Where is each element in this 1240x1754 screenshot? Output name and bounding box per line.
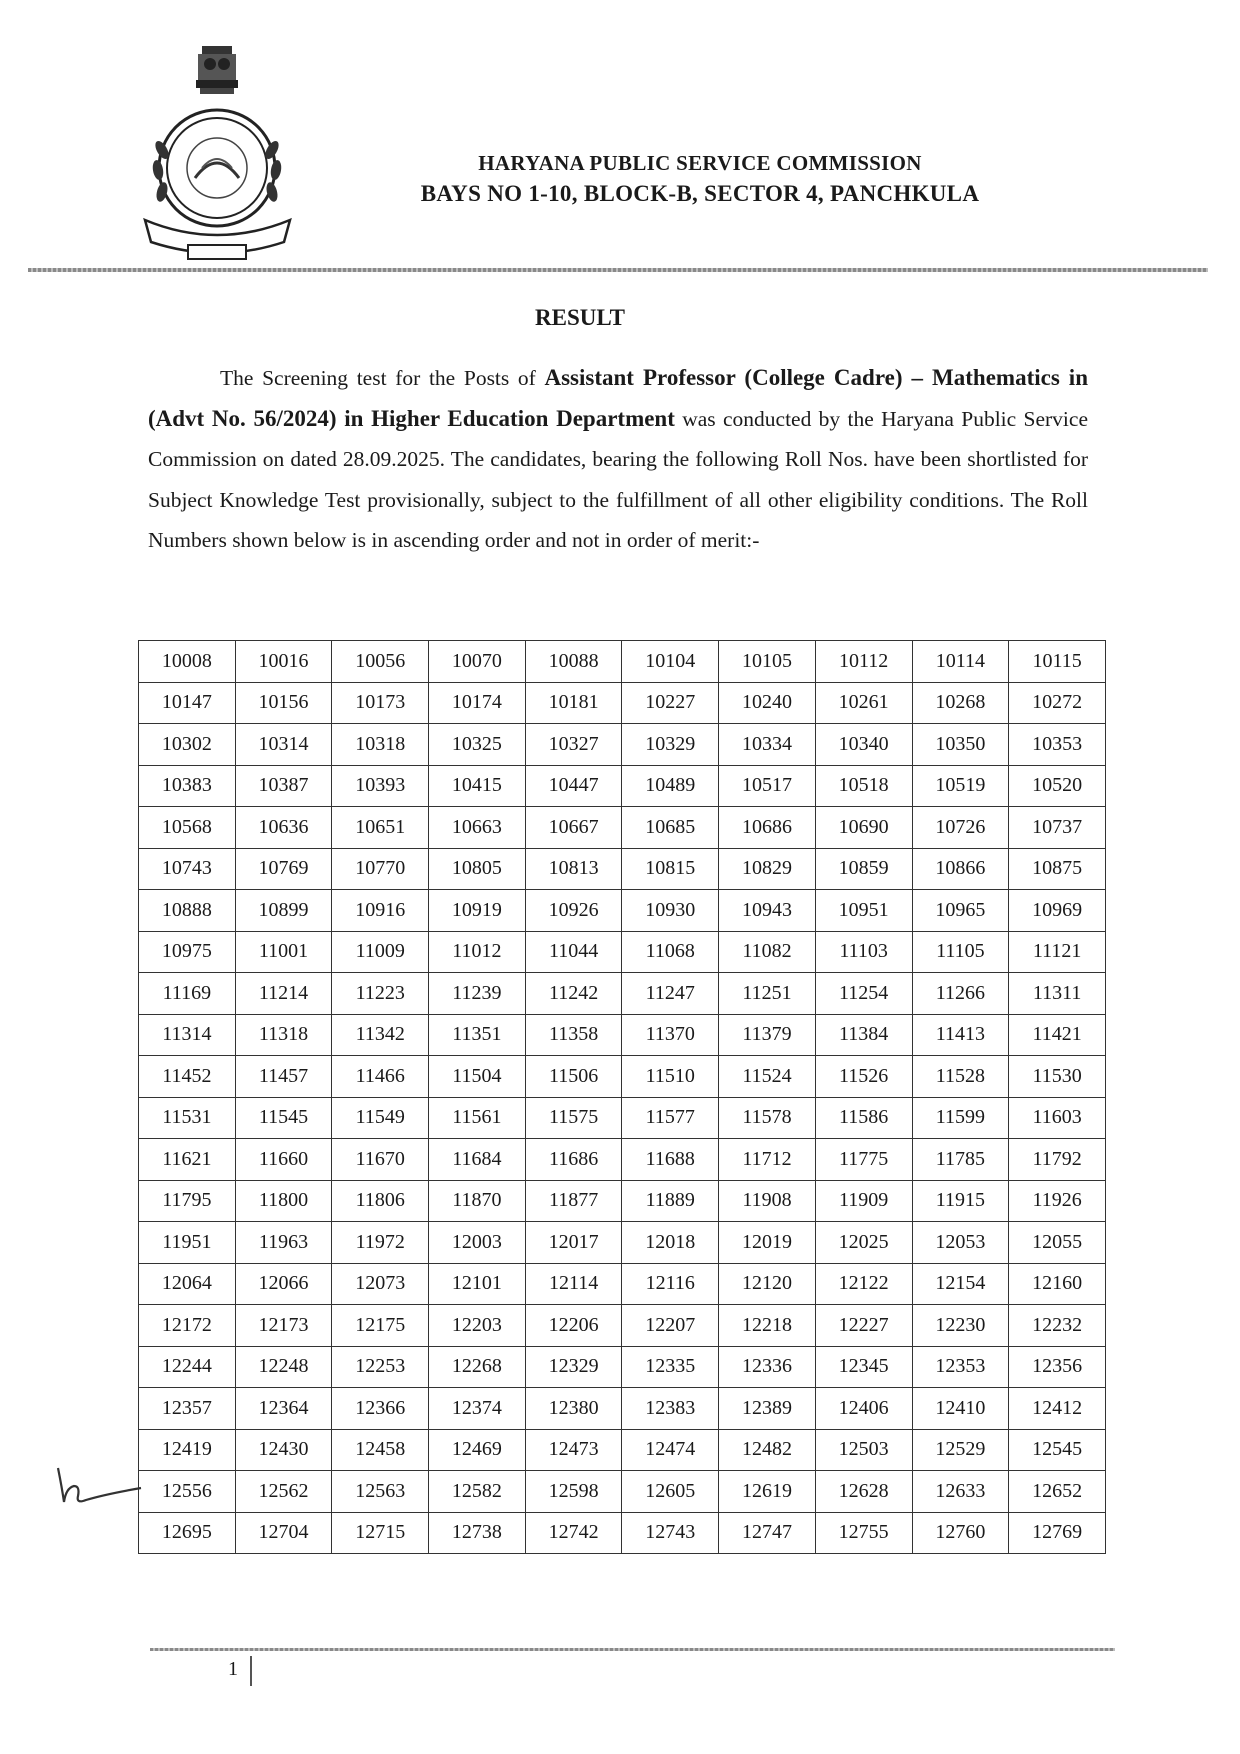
roll-number-cell: 11526 bbox=[815, 1056, 912, 1098]
roll-number-cell: 10070 bbox=[429, 641, 526, 683]
roll-number-cell: 11044 bbox=[525, 931, 622, 973]
roll-number-cell: 10114 bbox=[912, 641, 1009, 683]
roll-number-cell: 11452 bbox=[139, 1056, 236, 1098]
page-title: RESULT bbox=[535, 305, 625, 330]
roll-number-cell: 11009 bbox=[332, 931, 429, 973]
roll-number-cell: 10415 bbox=[429, 765, 526, 807]
roll-number-cell: 12704 bbox=[235, 1512, 332, 1554]
table-row bbox=[139, 1512, 1106, 1554]
roll-number-cell: 10829 bbox=[719, 848, 816, 890]
roll-number-cell: 12755 bbox=[815, 1512, 912, 1554]
roll-number-cell: 12025 bbox=[815, 1222, 912, 1264]
roll-number-cell: 12019 bbox=[719, 1222, 816, 1264]
roll-number-cell: 10686 bbox=[719, 807, 816, 849]
roll-number-cell: 10105 bbox=[719, 641, 816, 683]
roll-number-cell: 11105 bbox=[912, 931, 1009, 973]
roll-number-cell: 12412 bbox=[1009, 1388, 1106, 1430]
roll-number-cell: 10268 bbox=[912, 682, 1009, 724]
roll-number-cell: 11800 bbox=[235, 1180, 332, 1222]
roll-number-cell: 11530 bbox=[1009, 1056, 1106, 1098]
table-row bbox=[139, 890, 1106, 932]
roll-number-cell: 10965 bbox=[912, 890, 1009, 932]
roll-number-cell: 11103 bbox=[815, 931, 912, 973]
roll-number-cell: 12474 bbox=[622, 1429, 719, 1471]
state-emblem-icon bbox=[140, 40, 295, 265]
roll-number-cell: 12383 bbox=[622, 1388, 719, 1430]
roll-number-cell: 12529 bbox=[912, 1429, 1009, 1471]
roll-number-cell: 10568 bbox=[139, 807, 236, 849]
roll-number-cell: 10173 bbox=[332, 682, 429, 724]
roll-number-cell: 11795 bbox=[139, 1180, 236, 1222]
roll-number-cell: 12218 bbox=[719, 1305, 816, 1347]
roll-number-cell: 11926 bbox=[1009, 1180, 1106, 1222]
roll-number-cell: 12366 bbox=[332, 1388, 429, 1430]
table-row bbox=[139, 1263, 1106, 1305]
table-row bbox=[139, 807, 1106, 849]
roll-number-cell: 12715 bbox=[332, 1512, 429, 1554]
roll-number-cell: 10227 bbox=[622, 682, 719, 724]
roll-number-cell: 11466 bbox=[332, 1056, 429, 1098]
roll-number-cell: 10770 bbox=[332, 848, 429, 890]
roll-number-cell: 12760 bbox=[912, 1512, 1009, 1554]
roll-number-cell: 10318 bbox=[332, 724, 429, 766]
roll-number-cell: 10888 bbox=[139, 890, 236, 932]
roll-number-cell: 12120 bbox=[719, 1263, 816, 1305]
roll-number-cell: 11524 bbox=[719, 1056, 816, 1098]
roll-number-cell: 12633 bbox=[912, 1471, 1009, 1513]
commission-address: BAYS NO 1-10, BLOCK-B, SECTOR 4, PANCHKULA bbox=[420, 181, 980, 206]
roll-number-cell: 12227 bbox=[815, 1305, 912, 1347]
roll-number-cell: 12556 bbox=[139, 1471, 236, 1513]
roll-number-cell: 12357 bbox=[139, 1388, 236, 1430]
roll-number-cell: 10240 bbox=[719, 682, 816, 724]
table-row bbox=[139, 1346, 1106, 1388]
roll-number-cell: 10690 bbox=[815, 807, 912, 849]
roll-number-cell: 12406 bbox=[815, 1388, 912, 1430]
table-row bbox=[139, 1014, 1106, 1056]
roll-number-cell: 11457 bbox=[235, 1056, 332, 1098]
roll-number-cell: 11254 bbox=[815, 973, 912, 1015]
roll-number-cell: 11870 bbox=[429, 1180, 526, 1222]
roll-number-cell: 12116 bbox=[622, 1263, 719, 1305]
roll-number-cell: 10350 bbox=[912, 724, 1009, 766]
roll-number-cell: 10651 bbox=[332, 807, 429, 849]
roll-number-cell: 11012 bbox=[429, 931, 526, 973]
roll-number-cell: 10112 bbox=[815, 641, 912, 683]
roll-number-cell: 10340 bbox=[815, 724, 912, 766]
roll-number-cell: 12356 bbox=[1009, 1346, 1106, 1388]
roll-number-cell: 10115 bbox=[1009, 641, 1106, 683]
roll-number-cell: 11603 bbox=[1009, 1097, 1106, 1139]
roll-number-cell: 10737 bbox=[1009, 807, 1106, 849]
roll-number-cell: 11806 bbox=[332, 1180, 429, 1222]
table-row bbox=[139, 1222, 1106, 1264]
roll-number-cell: 11660 bbox=[235, 1139, 332, 1181]
roll-number-cell: 11889 bbox=[622, 1180, 719, 1222]
roll-number-cell: 10393 bbox=[332, 765, 429, 807]
table-row bbox=[139, 1097, 1106, 1139]
roll-number-cell: 11951 bbox=[139, 1222, 236, 1264]
roll-number-cell: 12743 bbox=[622, 1512, 719, 1554]
roll-number-cell: 12410 bbox=[912, 1388, 1009, 1430]
roll-number-cell: 11214 bbox=[235, 973, 332, 1015]
roll-number-cell: 12628 bbox=[815, 1471, 912, 1513]
roll-number-cell: 12203 bbox=[429, 1305, 526, 1347]
roll-number-cell: 11318 bbox=[235, 1014, 332, 1056]
roll-number-cell: 12160 bbox=[1009, 1263, 1106, 1305]
roll-number-cell: 12175 bbox=[332, 1305, 429, 1347]
roll-number-cell: 12389 bbox=[719, 1388, 816, 1430]
roll-number-cell: 11358 bbox=[525, 1014, 622, 1056]
roll-number-cell: 11510 bbox=[622, 1056, 719, 1098]
roll-number-cell: 10663 bbox=[429, 807, 526, 849]
table-row bbox=[139, 1056, 1106, 1098]
roll-number-cell: 12605 bbox=[622, 1471, 719, 1513]
table-row bbox=[139, 848, 1106, 890]
roll-number-cell: 11506 bbox=[525, 1056, 622, 1098]
roll-number-cell: 10156 bbox=[235, 682, 332, 724]
header-divider bbox=[28, 268, 1208, 272]
roll-number-cell: 11712 bbox=[719, 1139, 816, 1181]
roll-number-cell: 10859 bbox=[815, 848, 912, 890]
table-row bbox=[139, 1471, 1106, 1513]
roll-number-cell: 10726 bbox=[912, 807, 1009, 849]
roll-number-cell: 12738 bbox=[429, 1512, 526, 1554]
roll-number-cell: 11342 bbox=[332, 1014, 429, 1056]
roll-number-cell: 11223 bbox=[332, 973, 429, 1015]
roll-number-cell: 10302 bbox=[139, 724, 236, 766]
page-number-bar bbox=[250, 1656, 252, 1686]
roll-number-cell: 11314 bbox=[139, 1014, 236, 1056]
roll-number-cell: 11251 bbox=[719, 973, 816, 1015]
roll-number-cell: 12419 bbox=[139, 1429, 236, 1471]
header bbox=[360, 148, 1040, 210]
roll-number-cell: 12374 bbox=[429, 1388, 526, 1430]
roll-number-cell: 10272 bbox=[1009, 682, 1106, 724]
roll-number-cell: 12055 bbox=[1009, 1222, 1106, 1264]
roll-number-cell: 10519 bbox=[912, 765, 1009, 807]
signature-mark bbox=[48, 1460, 148, 1510]
roll-number-cell: 12172 bbox=[139, 1305, 236, 1347]
roll-number-cell: 11379 bbox=[719, 1014, 816, 1056]
roll-number-cell: 10951 bbox=[815, 890, 912, 932]
roll-number-cell: 11545 bbox=[235, 1097, 332, 1139]
roll-number-cell: 11785 bbox=[912, 1139, 1009, 1181]
table-row bbox=[139, 724, 1106, 766]
roll-number-cell: 10969 bbox=[1009, 890, 1106, 932]
roll-number-cell: 10147 bbox=[139, 682, 236, 724]
notice-text-2: was conducted by the Haryana Public Service Commission on dated 28.09.2025. The candidates, bearing the following Roll Nos. have been shortlisted for Subject Knowledge Test provisionally, subject to the fulfillment of all other eligibility conditions. The Roll Numbers shown below is in ascending order and not in order of merit:- bbox=[148, 406, 1088, 552]
roll-number-cell: 12329 bbox=[525, 1346, 622, 1388]
roll-number-cell: 12018 bbox=[622, 1222, 719, 1264]
roll-number-cell: 10743 bbox=[139, 848, 236, 890]
roll-number-cell: 11247 bbox=[622, 973, 719, 1015]
roll-number-cell: 12207 bbox=[622, 1305, 719, 1347]
roll-number-cell: 12230 bbox=[912, 1305, 1009, 1347]
roll-number-cell: 10383 bbox=[139, 765, 236, 807]
roll-number-cell: 11370 bbox=[622, 1014, 719, 1056]
roll-number-cell: 11068 bbox=[622, 931, 719, 973]
roll-number-cell: 10489 bbox=[622, 765, 719, 807]
roll-number-cell: 12114 bbox=[525, 1263, 622, 1305]
roll-number-cell: 12458 bbox=[332, 1429, 429, 1471]
roll-number-cell: 10387 bbox=[235, 765, 332, 807]
table-row bbox=[139, 931, 1106, 973]
roll-number-cell: 12336 bbox=[719, 1346, 816, 1388]
roll-number-cell: 11686 bbox=[525, 1139, 622, 1181]
roll-number-cell: 11001 bbox=[235, 931, 332, 973]
roll-number-cell: 12482 bbox=[719, 1429, 816, 1471]
roll-number-cell: 12747 bbox=[719, 1512, 816, 1554]
roll-number-cell: 11575 bbox=[525, 1097, 622, 1139]
roll-number-cell: 12206 bbox=[525, 1305, 622, 1347]
roll-number-cell: 10447 bbox=[525, 765, 622, 807]
roll-number-cell: 12742 bbox=[525, 1512, 622, 1554]
roll-number-cell: 10008 bbox=[139, 641, 236, 683]
roll-number-cell: 10174 bbox=[429, 682, 526, 724]
roll-number-cell: 11561 bbox=[429, 1097, 526, 1139]
roll-number-cell: 11242 bbox=[525, 973, 622, 1015]
roll-number-cell: 11577 bbox=[622, 1097, 719, 1139]
roll-number-cell: 11792 bbox=[1009, 1139, 1106, 1181]
commission-name: HARYANA PUBLIC SERVICE COMMISSION bbox=[478, 151, 922, 175]
roll-number-cell: 12154 bbox=[912, 1263, 1009, 1305]
roll-number-cell: 11908 bbox=[719, 1180, 816, 1222]
roll-number-cell: 12066 bbox=[235, 1263, 332, 1305]
roll-number-cell: 11578 bbox=[719, 1097, 816, 1139]
roll-number-cell: 10261 bbox=[815, 682, 912, 724]
roll-number-cell: 10517 bbox=[719, 765, 816, 807]
roll-number-cell: 12545 bbox=[1009, 1429, 1106, 1471]
roll-number-cell: 12563 bbox=[332, 1471, 429, 1513]
roll-number-cell: 10930 bbox=[622, 890, 719, 932]
roll-number-cell: 10919 bbox=[429, 890, 526, 932]
roll-number-cell: 10056 bbox=[332, 641, 429, 683]
roll-number-cell: 12430 bbox=[235, 1429, 332, 1471]
table-row bbox=[139, 765, 1106, 807]
roll-number-cell: 10314 bbox=[235, 724, 332, 766]
roll-number-cell: 12380 bbox=[525, 1388, 622, 1430]
roll-number-cell: 12268 bbox=[429, 1346, 526, 1388]
roll-number-cell: 12619 bbox=[719, 1471, 816, 1513]
roll-numbers-table bbox=[138, 640, 1106, 1554]
table-row bbox=[139, 1139, 1106, 1181]
roll-number-cell: 10181 bbox=[525, 682, 622, 724]
roll-number-cell: 11384 bbox=[815, 1014, 912, 1056]
roll-number-cell: 11877 bbox=[525, 1180, 622, 1222]
roll-number-cell: 10667 bbox=[525, 807, 622, 849]
roll-number-cell: 10518 bbox=[815, 765, 912, 807]
roll-number-cell: 12248 bbox=[235, 1346, 332, 1388]
roll-number-cell: 11082 bbox=[719, 931, 816, 973]
roll-number-cell: 12053 bbox=[912, 1222, 1009, 1264]
roll-number-cell: 10813 bbox=[525, 848, 622, 890]
roll-number-cell: 12173 bbox=[235, 1305, 332, 1347]
table-row bbox=[139, 1305, 1106, 1347]
roll-number-cell: 12562 bbox=[235, 1471, 332, 1513]
roll-number-cell: 10926 bbox=[525, 890, 622, 932]
roll-number-cell: 12345 bbox=[815, 1346, 912, 1388]
roll-number-cell: 10520 bbox=[1009, 765, 1106, 807]
roll-number-cell: 10916 bbox=[332, 890, 429, 932]
table-row bbox=[139, 1429, 1106, 1471]
roll-number-cell: 10325 bbox=[429, 724, 526, 766]
roll-number-cell: 10899 bbox=[235, 890, 332, 932]
roll-number-cell: 11311 bbox=[1009, 973, 1106, 1015]
roll-number-cell: 12253 bbox=[332, 1346, 429, 1388]
roll-number-cell: 10769 bbox=[235, 848, 332, 890]
roll-number-cell: 11586 bbox=[815, 1097, 912, 1139]
roll-number-cell: 12364 bbox=[235, 1388, 332, 1430]
roll-number-cell: 10943 bbox=[719, 890, 816, 932]
roll-number-cell: 12582 bbox=[429, 1471, 526, 1513]
roll-number-cell: 11531 bbox=[139, 1097, 236, 1139]
table-row bbox=[139, 973, 1106, 1015]
roll-number-cell: 10815 bbox=[622, 848, 719, 890]
roll-number-cell: 12003 bbox=[429, 1222, 526, 1264]
roll-number-cell: 10327 bbox=[525, 724, 622, 766]
roll-number-cell: 12695 bbox=[139, 1512, 236, 1554]
roll-number-cell: 11421 bbox=[1009, 1014, 1106, 1056]
roll-number-cell: 11528 bbox=[912, 1056, 1009, 1098]
table-row bbox=[139, 1388, 1106, 1430]
roll-number-cell: 10334 bbox=[719, 724, 816, 766]
notice-post-name: Assistant Professor (College Cadre) – Mathematics in (Advt No. 56/2024) in Higher Education Department bbox=[148, 365, 1088, 431]
roll-number-cell: 12017 bbox=[525, 1222, 622, 1264]
table-row bbox=[139, 1180, 1106, 1222]
roll-number-cell: 12473 bbox=[525, 1429, 622, 1471]
roll-number-cell: 10805 bbox=[429, 848, 526, 890]
roll-number-cell: 12469 bbox=[429, 1429, 526, 1471]
roll-number-cell: 12353 bbox=[912, 1346, 1009, 1388]
roll-number-cell: 10088 bbox=[525, 641, 622, 683]
roll-number-cell: 10866 bbox=[912, 848, 1009, 890]
roll-number-cell: 11684 bbox=[429, 1139, 526, 1181]
roll-number-cell: 10685 bbox=[622, 807, 719, 849]
roll-number-cell: 12073 bbox=[332, 1263, 429, 1305]
roll-number-cell: 11972 bbox=[332, 1222, 429, 1264]
roll-number-cell: 11413 bbox=[912, 1014, 1009, 1056]
table-row bbox=[139, 682, 1106, 724]
roll-number-cell: 10329 bbox=[622, 724, 719, 766]
roll-number-cell: 10016 bbox=[235, 641, 332, 683]
roll-number-cell: 11121 bbox=[1009, 931, 1106, 973]
notice-text-1: The Screening test for the Posts of bbox=[220, 366, 545, 390]
roll-number-cell: 11963 bbox=[235, 1222, 332, 1264]
roll-number-cell: 10975 bbox=[139, 931, 236, 973]
roll-number-cell: 11266 bbox=[912, 973, 1009, 1015]
roll-number-cell: 12101 bbox=[429, 1263, 526, 1305]
roll-number-cell: 10636 bbox=[235, 807, 332, 849]
footer-divider bbox=[150, 1648, 1115, 1651]
roll-number-cell: 11670 bbox=[332, 1139, 429, 1181]
roll-number-cell: 10104 bbox=[622, 641, 719, 683]
roll-number-cell: 12064 bbox=[139, 1263, 236, 1305]
roll-number-cell: 12652 bbox=[1009, 1471, 1106, 1513]
roll-number-cell: 11775 bbox=[815, 1139, 912, 1181]
roll-number-cell: 11688 bbox=[622, 1139, 719, 1181]
roll-number-cell: 11169 bbox=[139, 973, 236, 1015]
roll-number-cell: 12769 bbox=[1009, 1512, 1106, 1554]
roll-number-cell: 12598 bbox=[525, 1471, 622, 1513]
roll-number-cell: 12244 bbox=[139, 1346, 236, 1388]
roll-number-cell: 12335 bbox=[622, 1346, 719, 1388]
roll-number-cell: 10875 bbox=[1009, 848, 1106, 890]
roll-number-cell: 11239 bbox=[429, 973, 526, 1015]
roll-number-cell: 11915 bbox=[912, 1180, 1009, 1222]
roll-number-cell: 11351 bbox=[429, 1014, 526, 1056]
page-number: 1 bbox=[228, 1658, 238, 1680]
roll-number-cell: 12503 bbox=[815, 1429, 912, 1471]
table-row bbox=[139, 641, 1106, 683]
result-notice-paragraph bbox=[148, 358, 1088, 561]
roll-number-cell: 10353 bbox=[1009, 724, 1106, 766]
roll-number-cell: 12232 bbox=[1009, 1305, 1106, 1347]
roll-number-cell: 11549 bbox=[332, 1097, 429, 1139]
roll-number-cell: 11599 bbox=[912, 1097, 1009, 1139]
roll-number-cell: 11909 bbox=[815, 1180, 912, 1222]
roll-number-cell: 12122 bbox=[815, 1263, 912, 1305]
roll-number-cell: 11621 bbox=[139, 1139, 236, 1181]
roll-number-cell: 11504 bbox=[429, 1056, 526, 1098]
